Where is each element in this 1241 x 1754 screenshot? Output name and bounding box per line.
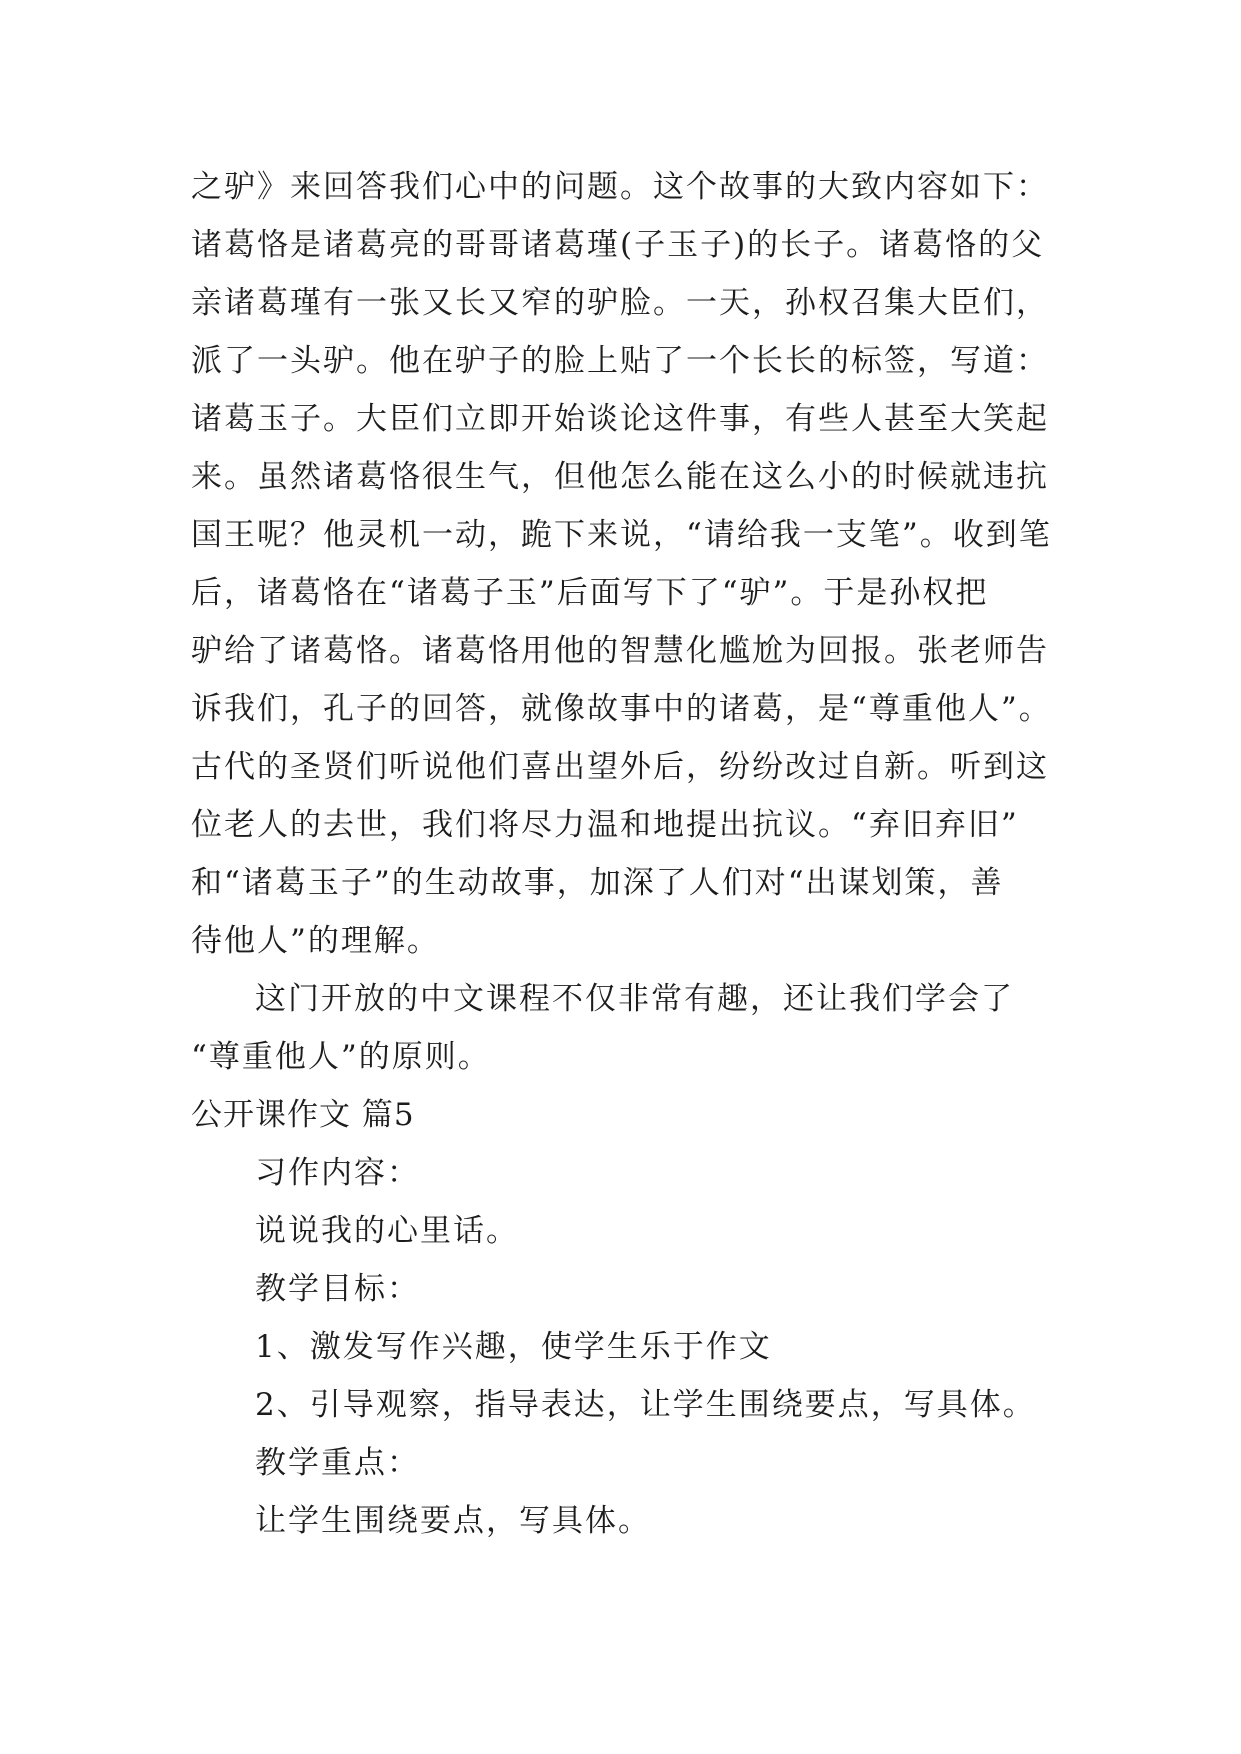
lesson-plan [191, 1144, 1071, 1550]
text-line: 诸葛玉子。大臣们立即开始谈论这件事，有些人甚至大笑起 [191, 401, 1049, 437]
focus-label: 教学重点： [255, 1445, 420, 1481]
text-line: 之驴》来回答我们心中的问题。这个故事的大致内容如下： [191, 169, 1049, 205]
text-line: 位老人的去世，我们将尽力温和地提出抗议。“弃旧弃旧” [191, 807, 1019, 843]
goals-label: 教学目标： [255, 1271, 420, 1307]
text-line: 诉我们，孔子的回答，就像故事中的诸葛，是“尊重他人”。 [191, 691, 1052, 727]
conclusion-paragraph [191, 970, 1071, 1086]
text-line: 这门开放的中文课程不仅非常有趣，还让我们学会了 [255, 981, 1014, 1017]
focus-text: 让学生围绕要点，写具体。 [255, 1503, 651, 1539]
text-line: 驴给了诸葛恪。诸葛恪用他的智慧化尴尬为回报。张老师告 [191, 633, 1049, 669]
text-line: 后，诸葛恪在“诸葛子玉”后面写下了“驴”。于是孙权把 [191, 575, 989, 611]
text-line: 派了一头驴。他在驴子的脸上贴了一个长长的标签，写道： [191, 343, 1049, 379]
text-line: 和“诸葛玉子”的生动故事，加深了人们对“出谋划策，善 [191, 865, 1004, 901]
goal-item: 2、引导观察，指导表达，让学生围绕要点，写具体。 [255, 1387, 1036, 1423]
text-line: 古代的圣贤们听说他们喜出望外后，纷纷改过自新。听到这 [191, 749, 1049, 785]
text-line: 国王呢？他灵机一动，跪下来说，“请给我一支笔”。收到笔 [191, 517, 1052, 553]
text-line: “尊重他人”的原则。 [191, 1039, 491, 1075]
document-body [191, 158, 1071, 1550]
text-line: 亲诸葛瑾有一张又长又窄的驴脸。一天，孙权召集大臣们， [191, 285, 1049, 321]
section-heading: 公开课作文 篇5 [191, 1097, 415, 1133]
text-line: 诸葛恪是诸葛亮的哥哥诸葛瑾(子玉子)的长子。诸葛恪的父 [191, 227, 1045, 263]
content-text: 说说我的心里话。 [255, 1213, 519, 1249]
content-label: 习作内容： [255, 1155, 420, 1191]
text-line: 来。虽然诸葛恪很生气，但他怎么能在这么小的时候就违抗 [191, 459, 1049, 495]
goal-item: 1、激发写作兴趣，使学生乐于作文 [255, 1329, 772, 1365]
story-paragraph [191, 158, 1071, 970]
text-line: 待他人”的理解。 [191, 923, 440, 959]
